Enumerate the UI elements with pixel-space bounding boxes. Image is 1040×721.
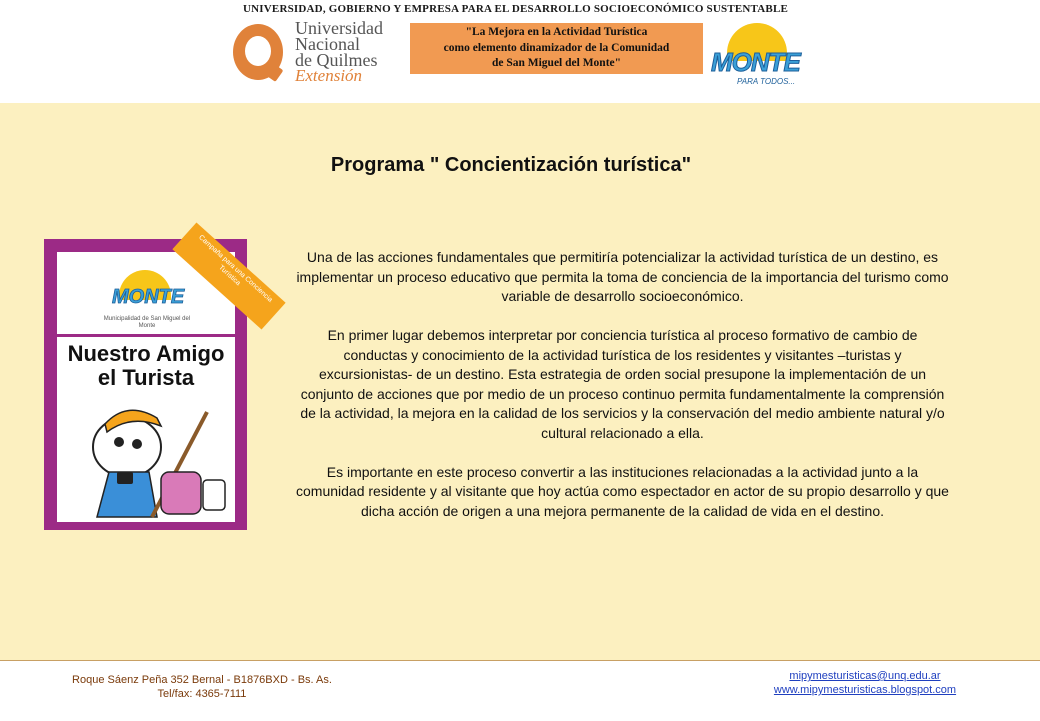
address: Roque Sáenz Peña 352 Bernal - B1876BXD - Bs. As. (72, 674, 332, 686)
tourist-cartoon-icon (57, 392, 235, 522)
footer (0, 660, 1040, 721)
footer-contact (52, 673, 352, 701)
website-link[interactable]: www.mipymesturisticas.blogspot.com (773, 684, 957, 696)
unq-logo (233, 20, 403, 84)
article-body (295, 248, 950, 541)
banner-title: UNIVERSIDAD, GOBIERNO Y EMPRESA PARA EL DESARROLLO SOCIOECONÓMICO SUSTENTABLE (243, 3, 789, 15)
poster-ribbon: Campaña para una Conciencia Turística (172, 222, 285, 329)
monte-logo: MONTE PARA TODOS... (707, 23, 807, 87)
paragraph: Es importante en este proceso convertir a las instituciones relacionadas a la actividad junto a la comunidad residente y al visitante que hoy actúa como espectador en actor de su propio desarrollo y que dicha acción de origen a una mejora permanente de la calidad de vida en el destino. (296, 463, 949, 519)
page-title: Programa " Concientización turística" (330, 154, 692, 176)
paragraph: En primer lugar debemos interpretar por conciencia turística al proceso formativo de cambio de conductas y conocimiento de la actividad turística de los residentes y visitantes –turistas y excursionistas- de un destino. Esta estrategia de orden social presupone la implementación de un conjunto de acciones que por medio de un proceso continuo permita fundamentalmente la comprensión de la actividad, la mejora en la calidad de los servicios y la conservación del medio ambiente natural y/o cultural relacionado a ella. (300, 327, 945, 441)
main-content (0, 103, 1040, 660)
email-link[interactable]: mipymesturisticas@unq.edu.ar (789, 670, 941, 682)
paragraph: Una de las acciones fundamentales que permitiría potencializar la actividad turística de un destino, es implementar un proceso educativo que permita la toma de conciencia de la importancia del turismo como variable de desarrollo socioeconómico. (296, 249, 949, 304)
phone: Tel/fax: 4365-7111 (157, 688, 247, 700)
campaign-poster-image: MONTE Municipalidad de San Miguel del Monte Campaña para una Conciencia Turística Nuestro Amigo el Turista (44, 239, 247, 530)
header-banner (0, 0, 1040, 103)
unq-name: Universidad Nacional de Quilmes Extensión (295, 18, 383, 85)
slogan-box: "La Mejora en la Actividad Turística como elemento dinamizador de la Comunidad de San Miguel del Monte" (410, 23, 703, 74)
footer-links (745, 669, 985, 697)
poster-headline: Nuestro Amigo el Turista (67, 341, 225, 390)
